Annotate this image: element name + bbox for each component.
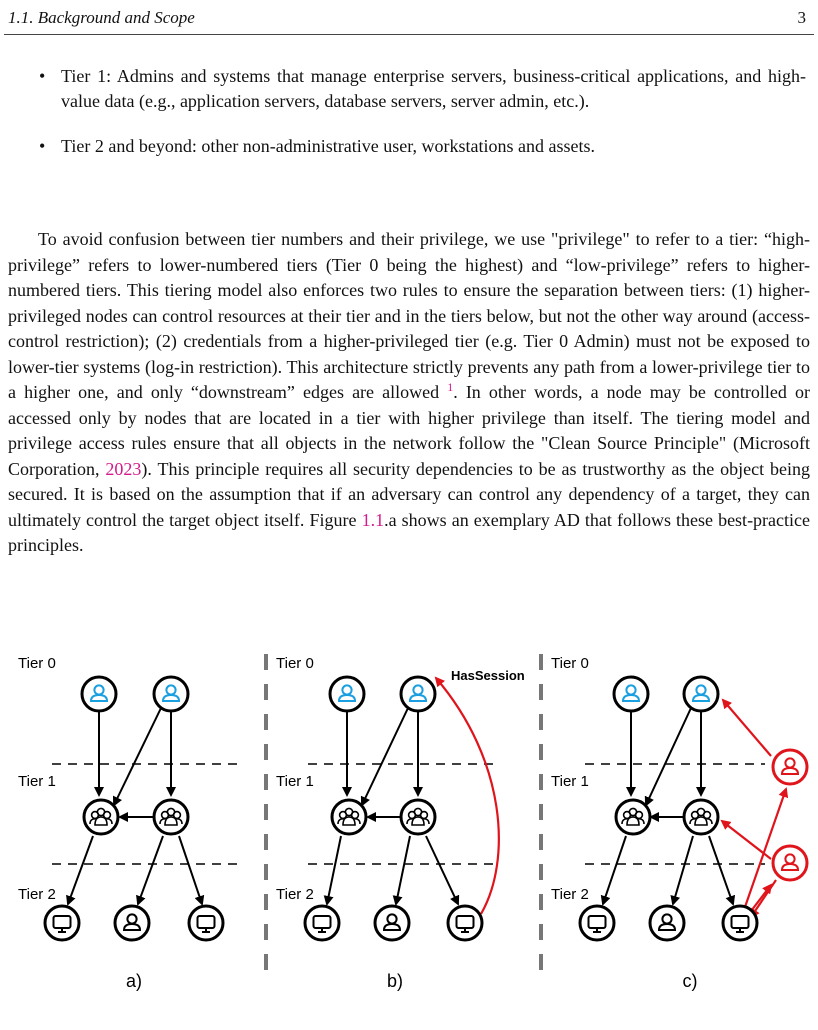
page-number: 3	[797, 8, 806, 27]
citation-link[interactable]: 2023	[105, 458, 142, 479]
tier1-label: Tier 1	[276, 773, 314, 790]
tier2-label: Tier 2	[18, 886, 56, 903]
tier0-admin-node	[154, 677, 188, 711]
tier2-workstation-node	[448, 906, 482, 940]
hassession-label: HasSession	[451, 668, 525, 683]
paragraph-text-3: ). This principle requires all security dependencies to be as trustworthy as the object being secured. It is based on the assumption that if an adversary can control any dependency of a target, they can ultimately control the target object itself. Figure	[8, 458, 810, 530]
tiering-figure	[0, 640, 818, 1010]
tier2-workstation-node	[189, 906, 223, 940]
tier2-label: Tier 2	[551, 886, 589, 903]
tier1-group-node	[332, 800, 366, 834]
tier2-user-node	[375, 906, 409, 940]
tier0-admin-node	[614, 677, 648, 711]
tier0-admin-node	[82, 677, 116, 711]
tier1-group-node	[84, 800, 118, 834]
paragraph-text-1: To avoid confusion between tier numbers and their privilege, we use "privilege" to refer to a tier: “high-privilege” refers to lower-numbered tiers (Tier 0 being the highest) and “low-privilege” refers to higher-numbered tiers. This tiering model also enforces two rules to ensure the separation between tiers: (1) higher-privileged nodes can control resources at their tier and in the tiers below, but not the other way around (access-control restriction); (2) credentials from a higher-privileged tier (e.g. Tier 0 Admin) must not be exposed to lower-tier systems (log-in restriction). This architecture strictly prevents any path from a lower-privilege tier to a higher one, and only “downstream” edges are allowed	[8, 229, 810, 402]
attack-edge	[751, 880, 776, 917]
tier0-admin-node	[401, 677, 435, 711]
tier2-workstation-node	[723, 906, 757, 940]
tier0-admin-node	[684, 677, 718, 711]
tier0-admin-node	[330, 677, 364, 711]
tier1-group-node	[684, 800, 718, 834]
panel-b-label: b)	[386, 971, 404, 991]
paragraph-text-2: . In other words, a node may be controlled or accessed only by nodes that are located in a tier with higher privilege than itself. The tiering model and privilege access rules ensure that all objects in the network follow the "Clean Source Principle" (Microsoft Corporation,	[8, 382, 810, 479]
tier0-label: Tier 0	[18, 655, 56, 672]
panel-a	[18, 655, 238, 991]
paragraph-text-4: .a shows an exemplary AD that follows these best-practice principles.	[8, 509, 811, 555]
bullet-text: Tier 1: Admins and systems that manage enterprise servers, business-critical applications, and high-value data (e.g., application servers, database servers, server admin, etc.).	[61, 66, 806, 111]
figure-ref-link[interactable]: 1.1	[361, 509, 385, 530]
footnote-link[interactable]: 1	[447, 380, 454, 394]
tier1-group-node	[154, 800, 188, 834]
tier2-user-node	[115, 906, 149, 940]
tier1-group-node	[401, 800, 435, 834]
tier2-workstation-node	[305, 906, 339, 940]
tier2-user-node	[650, 906, 684, 940]
running-header	[8, 8, 810, 30]
bullet-list	[36, 64, 806, 179]
panel-a-label: a)	[125, 971, 143, 991]
bullet-text: Tier 2 and beyond: other non-administrative user, workstations and assets.	[61, 136, 596, 156]
bullet-item-tier1	[36, 64, 806, 114]
tier2-label: Tier 2	[276, 886, 314, 903]
tiering-diagram	[0, 640, 818, 1010]
panel-c-label: c)	[682, 971, 698, 991]
tier0-label: Tier 0	[276, 655, 314, 672]
section-title: 1.1. Background and Scope	[8, 8, 195, 27]
tier0-label: Tier 0	[551, 655, 589, 672]
bullet-icon: •	[39, 66, 46, 86]
header-rule	[4, 34, 814, 35]
attacker-node	[773, 846, 807, 880]
panel-c	[551, 655, 807, 991]
bullet-icon: •	[39, 136, 46, 156]
tier1-label: Tier 1	[18, 773, 56, 790]
body-paragraph	[8, 227, 810, 559]
tier2-workstation-node	[580, 906, 614, 940]
attacker-node	[773, 750, 807, 784]
bullet-item-tier2	[36, 134, 806, 159]
panel-b	[276, 655, 525, 991]
tier2-workstation-node	[45, 906, 79, 940]
attack-edge	[723, 700, 771, 756]
tier1-label: Tier 1	[551, 773, 589, 790]
tier1-group-node	[616, 800, 650, 834]
